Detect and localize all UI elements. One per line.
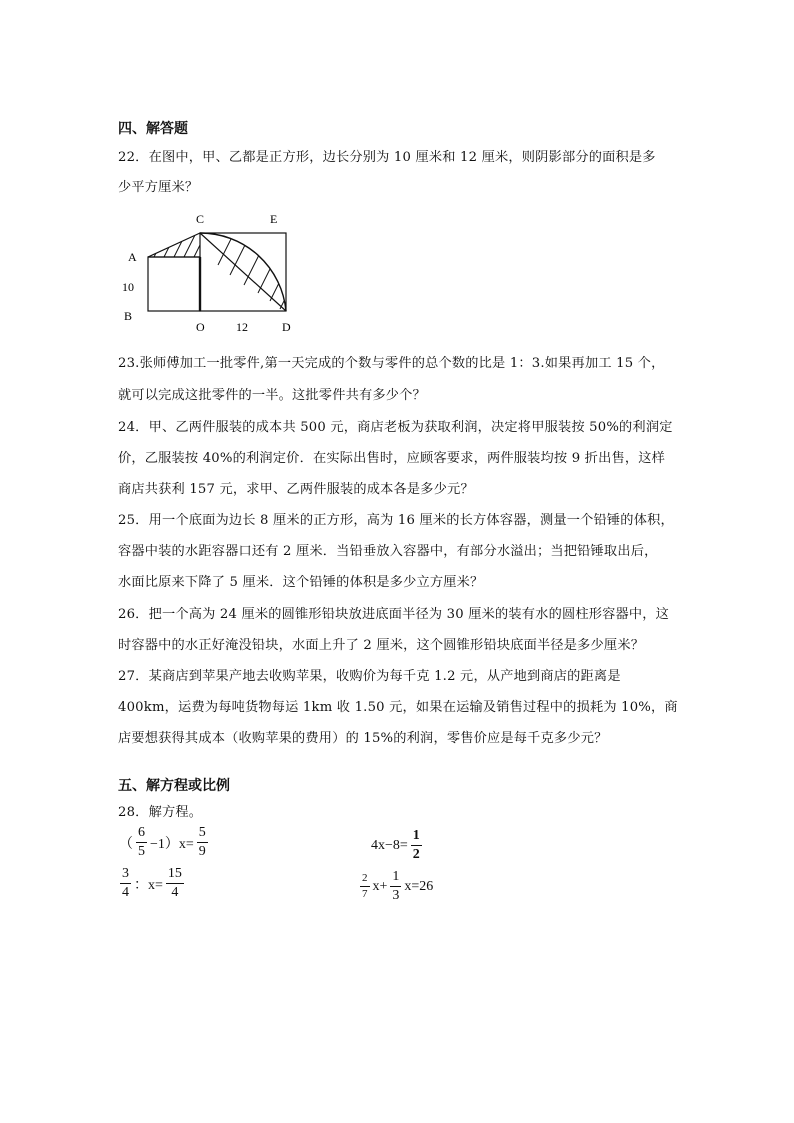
q25-line-1: 25．用一个底面为边长 8 厘米的正方形，高为 16 厘米的长方体容器，测量一个铅锤的体积， <box>118 513 674 528</box>
eq4-right: x=26 <box>404 878 434 894</box>
eq2-left: 4x−8= <box>371 837 408 853</box>
label-10: 10 <box>122 280 134 294</box>
eq4-num2: 1 <box>390 870 401 887</box>
q27-line-2: 400km，运费为每吨货物每运 1km 收 1.50 元，如果在运输及销售过程中的损耗为 10%，商 <box>118 700 678 715</box>
equation-1 <box>118 826 210 859</box>
eq3-den2: 4 <box>171 885 179 900</box>
eq1-fraction-5-9 <box>197 826 208 859</box>
eq2-fraction-1-2 <box>411 829 422 862</box>
q28-intro: 28．解方程。 <box>118 805 203 820</box>
eq1-num1: 6 <box>136 826 147 843</box>
eq4-mid: x+ <box>372 878 388 894</box>
equation-4 <box>358 870 434 903</box>
equation-3 <box>118 867 186 900</box>
q25-line-2: 容器中装的水距容器口还有 2 厘米．当铅垂放入容器中，有部分水溢出；当把铅锤取出后， <box>118 544 658 559</box>
eq4-den2: 3 <box>392 888 400 903</box>
q24-line-2: 价，乙服装按 40%的利润定价．在实际出售时，应顾客要求，两件服装均按 9 折出售，这样 <box>118 451 666 466</box>
q24-line-1: 24．甲、乙两件服装的成本共 500 元，商店老板为获取利润，决定将甲服装按 50%的利润定 <box>118 420 673 435</box>
equation-2 <box>370 829 424 862</box>
q25-line-3: 水面比原来下降了 5 厘米．这个铅锤的体积是多少立方厘米？ <box>118 575 484 590</box>
label-c: C <box>196 212 205 226</box>
q23-line-1: 23.张师傅加工一批零件,第一天完成的个数与零件的总个数的比是 1：3.如果再加工 15 个， <box>118 356 665 371</box>
q22-geometry-figure <box>110 205 310 337</box>
label-d: D <box>282 320 291 334</box>
label-a: A <box>128 250 137 264</box>
eq4-fraction-1-3 <box>390 870 401 903</box>
label-o: O <box>196 320 205 334</box>
eq1-minus-one: −1）x= <box>150 836 194 852</box>
eq2-den: 2 <box>412 847 420 862</box>
eq3-fraction-15-4 <box>166 867 184 900</box>
eq3-colon: ：x= <box>134 877 163 893</box>
q27-line-1: 27．某商店到苹果产地去收购苹果，收购价为每千克 1.2 元，从产地到商店的距离是 <box>118 669 621 684</box>
q27-line-3: 店要想获得其成本（收购苹果的费用）的 15%的利润，零售价应是每千克多少元？ <box>118 731 608 746</box>
eq3-den1: 4 <box>122 885 129 900</box>
eq1-den1: 5 <box>138 844 145 859</box>
q26-line-2: 时容器中的水正好淹没铅块，水面上升了 2 厘米，这个圆锥形铅块底面半径是多少厘米？ <box>118 638 645 653</box>
label-12: 12 <box>236 320 248 334</box>
eq1-fraction-6-5 <box>136 826 147 859</box>
square-jia <box>148 257 200 311</box>
q22-line-2: 少平方厘米？ <box>118 180 199 195</box>
eq3-num1: 3 <box>120 867 131 884</box>
q22-line-1: 22．在图中，甲、乙都是正方形，边长分别为 10 厘米和 12 厘米，则阴影部分的面积是多 <box>118 150 656 165</box>
section-title-answer-questions: 四、解答题 <box>118 121 188 137</box>
eq1-den2: 9 <box>198 844 206 859</box>
eq3-num2: 15 <box>166 867 184 884</box>
section-title-equations: 五、解方程或比例 <box>118 778 230 794</box>
eq1-open-paren: （ <box>119 836 133 852</box>
eq4-num1: 2 <box>360 873 370 887</box>
eq4-den1: 7 <box>362 888 368 900</box>
eq3-fraction-3-4 <box>120 867 131 900</box>
eq1-num2: 5 <box>197 826 208 843</box>
label-b: B <box>124 309 133 323</box>
eq2-num: 1 <box>411 829 422 846</box>
q23-line-2: 就可以完成这批零件的一半。这批零件共有多少个？ <box>118 388 426 403</box>
q26-line-1: 26．把一个高为 24 厘米的圆锥形铅块放进底面半径为 30 厘米的装有水的圆柱形容器中，这 <box>118 607 670 622</box>
q24-line-3: 商店共获利 157 元，求甲、乙两件服装的成本各是多少元？ <box>118 482 474 497</box>
eq4-fraction-2-7 <box>360 873 370 900</box>
label-e: E <box>270 212 278 226</box>
